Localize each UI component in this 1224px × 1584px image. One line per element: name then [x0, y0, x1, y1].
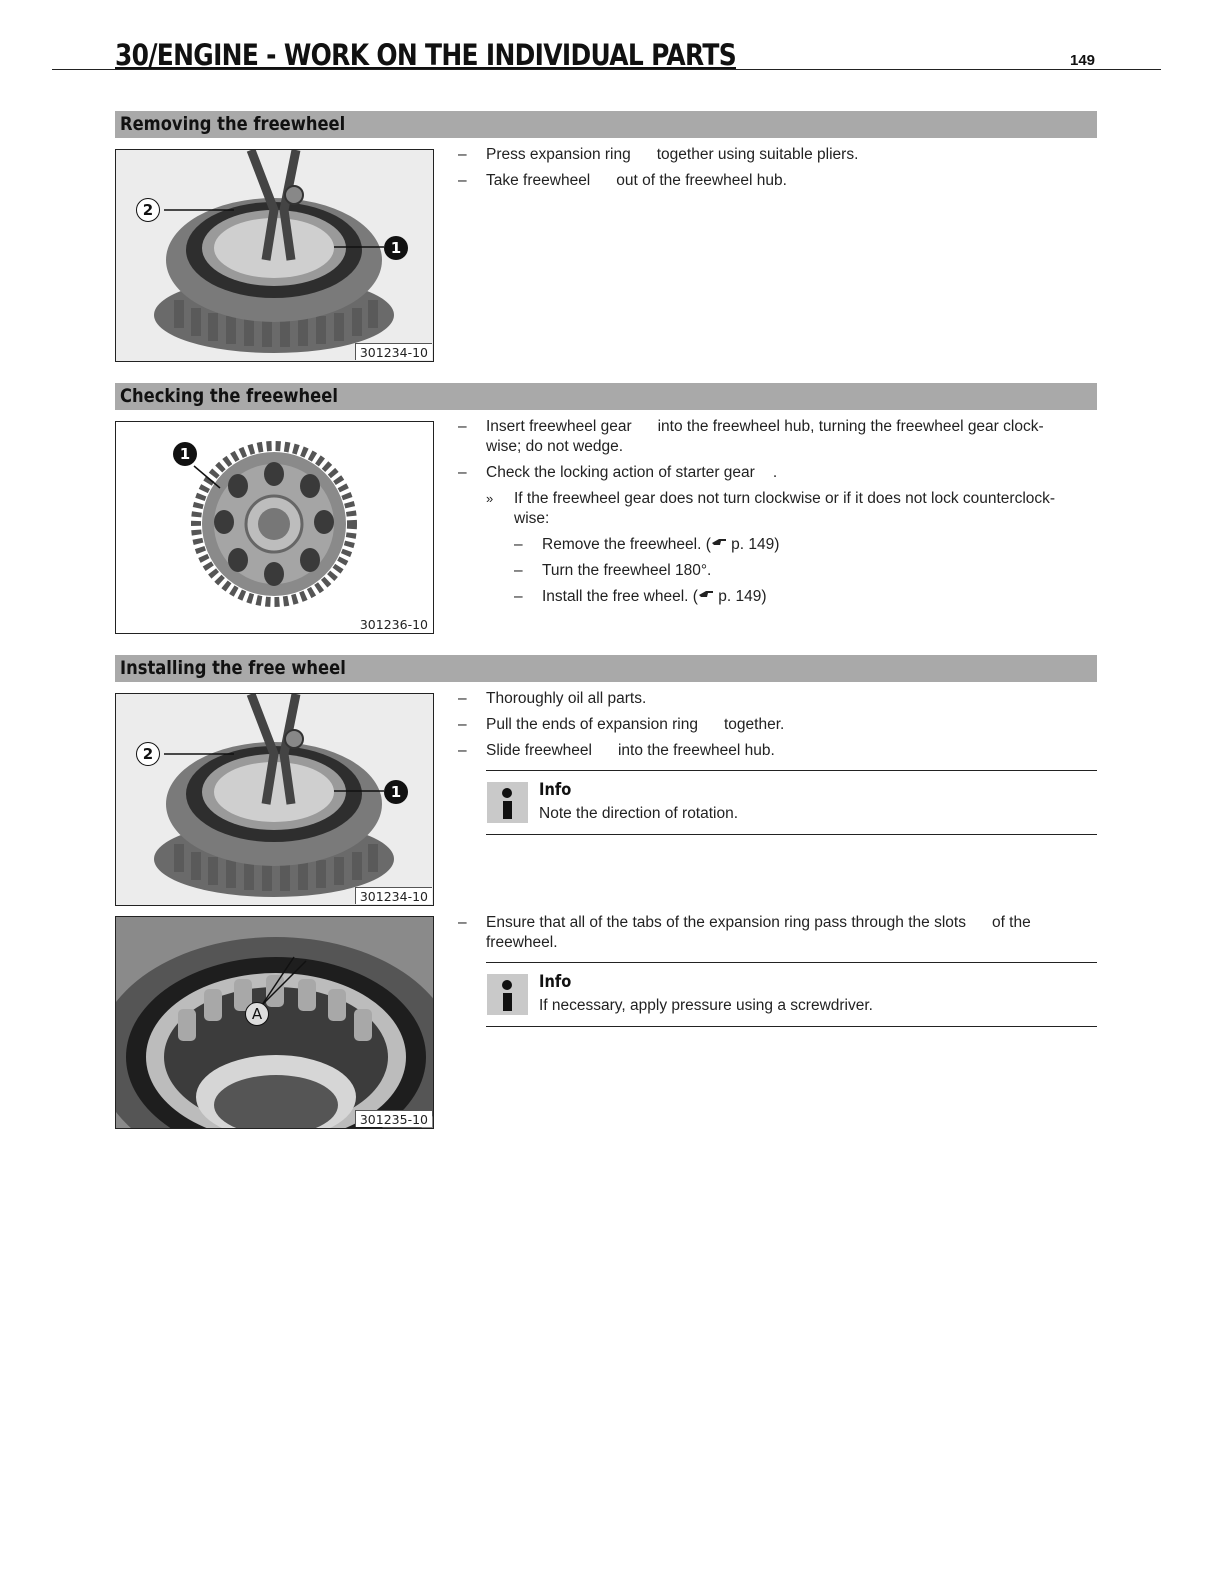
callout-2: 2 [136, 198, 160, 222]
callout-1: 1 [173, 442, 197, 466]
section-bar-removing [115, 111, 1097, 138]
chapter-title: 30/ENGINE - WORK ON THE INDIVIDUAL PARTS [115, 38, 737, 72]
figure-code: 301236-10 [356, 616, 432, 632]
pointing-hand-icon [698, 589, 714, 599]
callout-a: A [245, 1002, 269, 1026]
callout-1: 1 [384, 236, 408, 260]
freewheel-gear-illustration [116, 422, 433, 633]
figure-code: 301234-10 [355, 887, 432, 904]
gear-pliers-illustration [116, 694, 433, 905]
figure-code: 301235-10 [355, 1110, 432, 1127]
page-number: 149 [1070, 52, 1096, 69]
callout-1: 1 [384, 780, 408, 804]
figure-removing-freewheel [115, 149, 434, 362]
gear-pliers-illustration [116, 150, 433, 361]
page-reference-link[interactable]: p. 149) [731, 536, 780, 553]
figure-checking-freewheel [115, 421, 434, 634]
info-icon [487, 974, 528, 1015]
info-title: Info [539, 972, 572, 992]
info-text: If necessary, apply pressure using a screwdriver. [539, 997, 873, 1014]
figure-expansion-ring-tabs [115, 916, 434, 1129]
info-text: Note the direction of rotation. [539, 805, 739, 822]
info-icon [487, 782, 528, 823]
section-title: Installing the free wheel [120, 657, 346, 679]
page-header [52, 36, 1161, 70]
info-title: Info [539, 780, 572, 800]
page-reference-link[interactable]: p. 149) [718, 588, 767, 605]
section-title: Checking the freewheel [120, 385, 338, 407]
section-bar-installing [115, 655, 1097, 682]
section-title: Removing the freewheel [120, 113, 346, 135]
callout-2: 2 [136, 742, 160, 766]
section-bar-checking [115, 383, 1097, 410]
figure-code: 301234-10 [355, 343, 432, 360]
info-box-screwdriver [486, 962, 1097, 1027]
figure-installing-freewheel [115, 693, 434, 906]
info-box-rotation [486, 770, 1097, 835]
expansion-ring-illustration [116, 917, 433, 1128]
pointing-hand-icon [711, 537, 727, 547]
